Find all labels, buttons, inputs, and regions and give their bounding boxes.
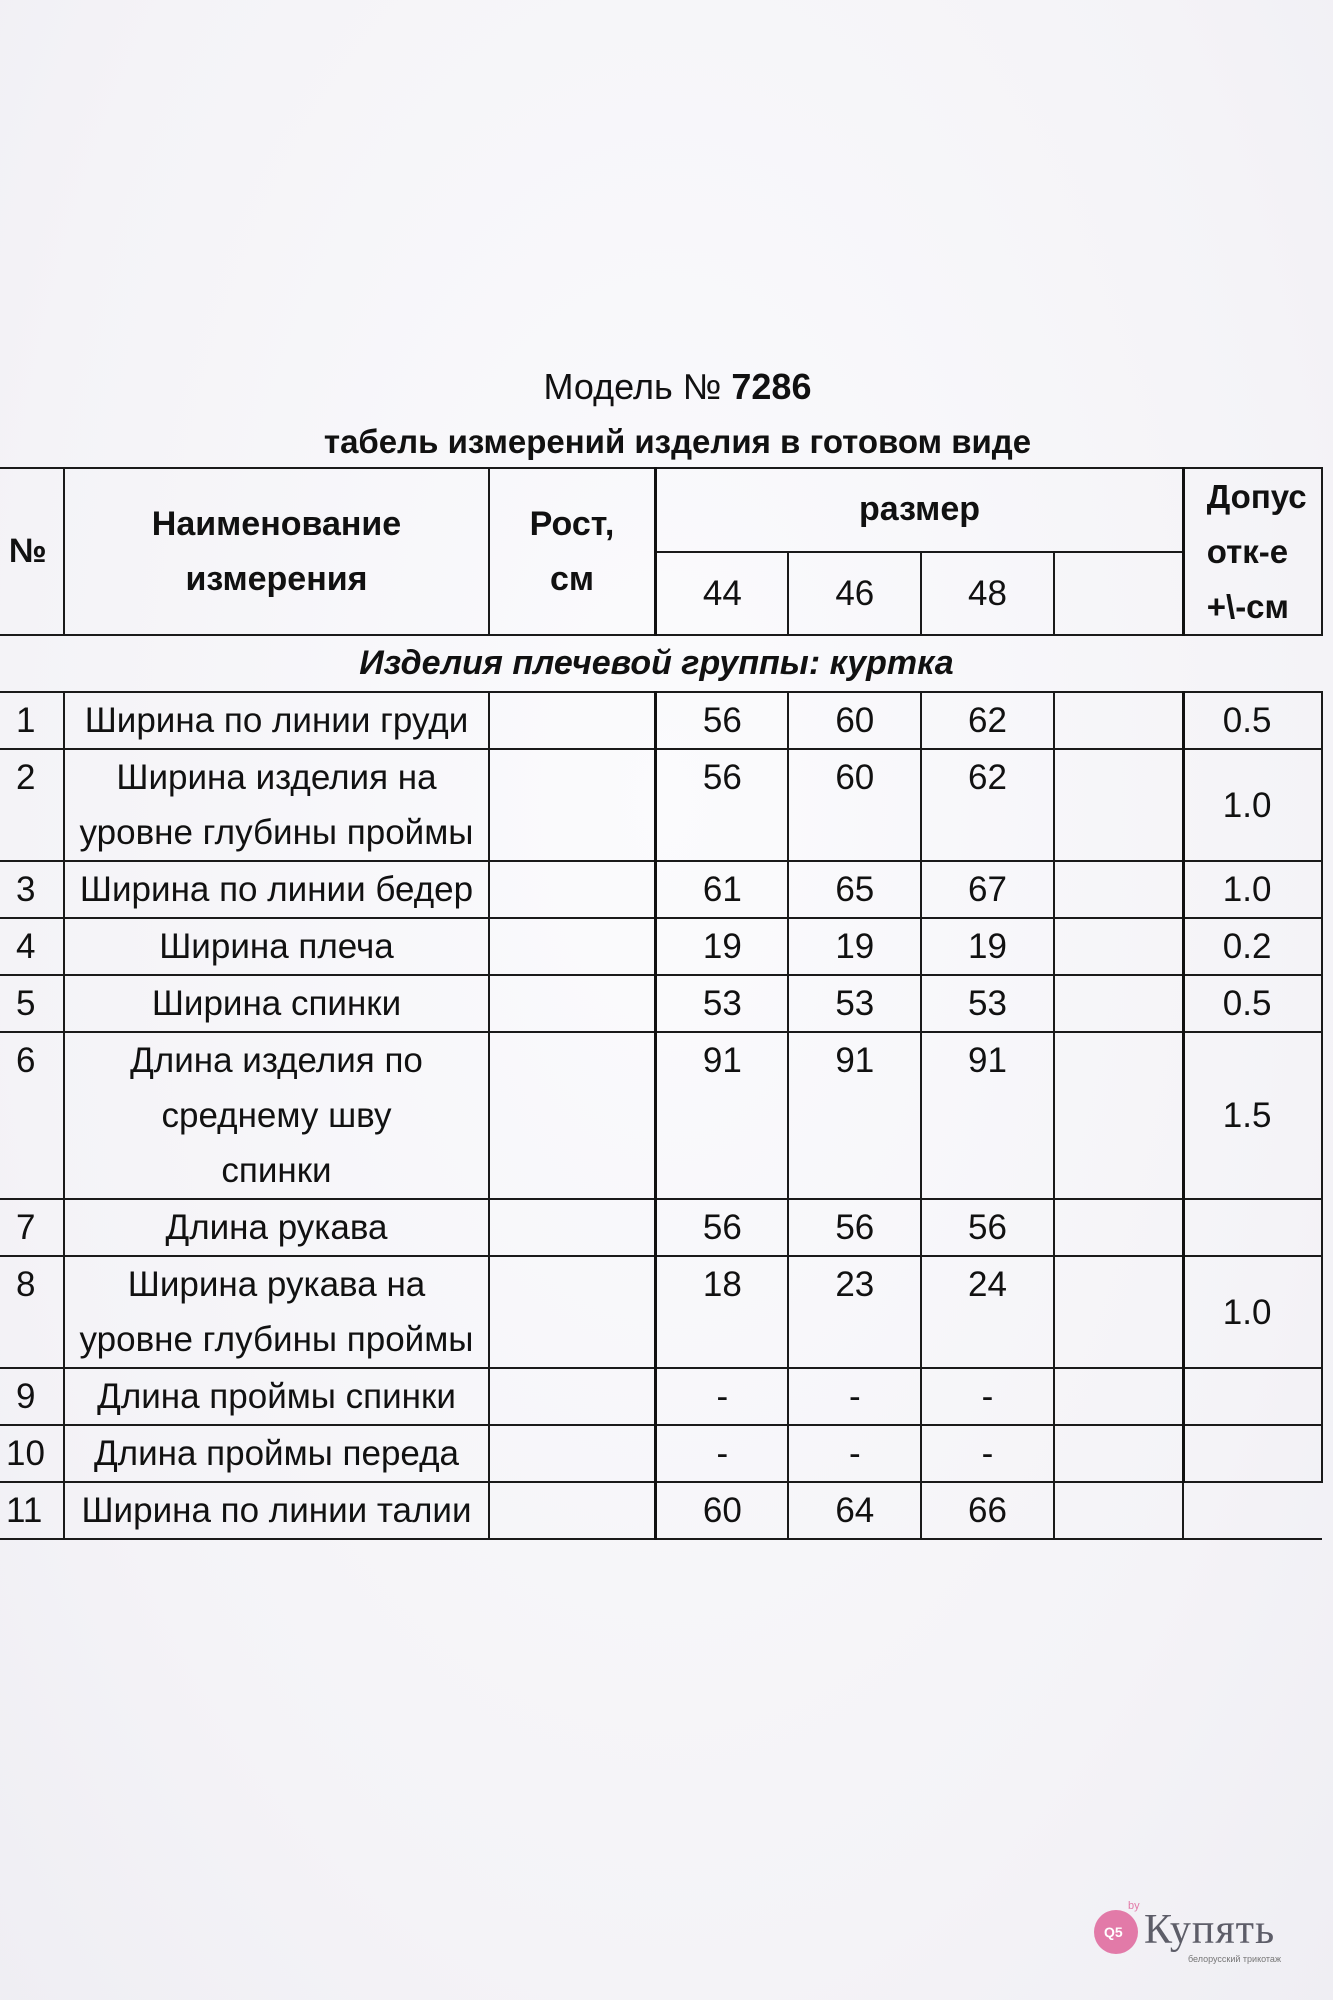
row-value-46: 60 (788, 749, 921, 861)
row-name: Длина изделия по среднему шву спинки (64, 1032, 488, 1199)
row-name: Ширина рукава на уровне глубины проймы (64, 1256, 488, 1368)
row-tolerance: 1.0 (1183, 1256, 1322, 1368)
row-value-44: 91 (656, 1032, 789, 1199)
size-46: 46 (788, 552, 921, 636)
row-value-empty (1054, 1368, 1183, 1425)
row-height (489, 1482, 656, 1539)
header-height: Рост, см (489, 468, 656, 635)
table-subtitle: табель измерений изделия в готовом виде (323, 423, 1032, 460)
row-value-46: 53 (788, 975, 921, 1032)
row-number: 9 (0, 1368, 64, 1425)
row-tolerance: 1.0 (1183, 861, 1322, 918)
row-value-46: 91 (788, 1032, 921, 1199)
row-value-44: 18 (656, 1256, 789, 1368)
row-height (489, 1256, 656, 1368)
size-empty (1054, 552, 1183, 636)
model-title (0, 362, 1333, 412)
row-value-48: 91 (921, 1032, 1054, 1199)
row-height (489, 1368, 656, 1425)
table-row (0, 692, 1322, 749)
row-height (489, 1199, 656, 1256)
table-row (0, 975, 1322, 1032)
row-value-48: 62 (921, 749, 1054, 861)
row-value-48: 56 (921, 1199, 1054, 1256)
row-value-48: 53 (921, 975, 1054, 1032)
row-value-44: 53 (656, 975, 789, 1032)
row-name: Длина проймы спинки (64, 1368, 488, 1425)
row-value-empty (1054, 975, 1183, 1032)
row-number: 7 (0, 1199, 64, 1256)
row-value-44: - (656, 1368, 789, 1425)
size-48: 48 (921, 552, 1054, 636)
size-44: 44 (656, 552, 789, 636)
table-row (0, 1032, 1322, 1199)
row-name: Длина рукава (64, 1199, 488, 1256)
row-height (489, 861, 656, 918)
logo-text: Купять (1144, 1907, 1276, 1953)
row-height (489, 692, 656, 749)
table-row (0, 1425, 1322, 1482)
measurements-table (0, 467, 1323, 1540)
table-row (0, 749, 1322, 861)
row-value-48: - (921, 1368, 1054, 1425)
row-tolerance: 0.2 (1183, 918, 1322, 975)
logo-circle-text: Q5 (1104, 1924, 1123, 1940)
row-value-48: 19 (921, 918, 1054, 975)
header-number: № (0, 468, 64, 635)
row-tolerance: 0.5 (1183, 692, 1322, 749)
table-row (0, 861, 1322, 918)
row-value-46: 60 (788, 692, 921, 749)
row-value-46: 23 (788, 1256, 921, 1368)
row-number: 11 (0, 1482, 64, 1539)
header-name: Наименование измерения (64, 468, 488, 635)
row-value-empty (1054, 1199, 1183, 1256)
row-height (489, 1425, 656, 1482)
row-value-empty (1054, 1256, 1183, 1368)
table-row (0, 1368, 1322, 1425)
row-number: 3 (0, 861, 64, 918)
row-value-44: 56 (656, 749, 789, 861)
row-number: 2 (0, 749, 64, 861)
model-title-prefix: Модель № (543, 366, 722, 407)
row-tolerance (1183, 1368, 1322, 1425)
logo-by-badge: by (1128, 1900, 1140, 1912)
row-height (489, 749, 656, 861)
row-value-empty (1054, 918, 1183, 975)
row-name: Ширина плеча (64, 918, 488, 975)
row-value-46: 19 (788, 918, 921, 975)
row-height (489, 1032, 656, 1199)
row-value-48: 66 (921, 1482, 1054, 1539)
row-tolerance (1183, 1482, 1322, 1539)
row-value-empty (1054, 1032, 1183, 1199)
row-value-empty (1054, 1425, 1183, 1482)
row-value-46: 64 (788, 1482, 921, 1539)
row-value-empty (1054, 692, 1183, 749)
row-value-48: - (921, 1425, 1054, 1482)
row-tolerance: 0.5 (1183, 975, 1322, 1032)
row-value-48: 62 (921, 692, 1054, 749)
section-title: Изделия плечевой группы: куртка (0, 635, 1322, 692)
row-value-empty (1054, 749, 1183, 861)
table-row (0, 1482, 1322, 1539)
row-name: Ширина изделия на уровне глубины проймы (64, 749, 488, 861)
row-number: 10 (0, 1425, 64, 1482)
row-value-44: 61 (656, 861, 789, 918)
row-value-44: 56 (656, 692, 789, 749)
row-value-46: - (788, 1425, 921, 1482)
model-number: 7286 (731, 366, 812, 407)
row-number: 6 (0, 1032, 64, 1199)
row-height (489, 918, 656, 975)
row-value-empty (1054, 861, 1183, 918)
row-value-empty (1054, 1482, 1183, 1539)
table-row (0, 1199, 1322, 1256)
row-height (489, 975, 656, 1032)
header-tolerance: Допус отк-е +\-см (1183, 468, 1322, 635)
row-value-44: 60 (656, 1482, 789, 1539)
row-name: Длина проймы переда (64, 1425, 488, 1482)
row-value-44: 56 (656, 1199, 789, 1256)
row-name: Ширина спинки (64, 975, 488, 1032)
row-number: 4 (0, 918, 64, 975)
row-tolerance (1183, 1199, 1322, 1256)
row-number: 8 (0, 1256, 64, 1368)
row-value-44: - (656, 1425, 789, 1482)
row-name: Ширина по линии бедер (64, 861, 488, 918)
header-size: размер (656, 468, 1183, 552)
row-name: Ширина по линии груди (64, 692, 488, 749)
row-value-46: 56 (788, 1199, 921, 1256)
row-value-44: 19 (656, 918, 789, 975)
row-tolerance: 1.0 (1183, 749, 1322, 861)
row-number: 1 (0, 692, 64, 749)
row-tolerance (1183, 1425, 1322, 1482)
row-name: Ширина по линии талии (64, 1482, 488, 1539)
brand-logo (1090, 1898, 1300, 1968)
logo-subtitle: белорусский трикотаж (1188, 1954, 1281, 1964)
row-number: 5 (0, 975, 64, 1032)
header-row (0, 468, 1322, 552)
table-row (0, 918, 1322, 975)
row-tolerance: 1.5 (1183, 1032, 1322, 1199)
row-value-48: 24 (921, 1256, 1054, 1368)
row-value-46: 65 (788, 861, 921, 918)
row-value-46: - (788, 1368, 921, 1425)
section-row (0, 635, 1322, 692)
table-row (0, 1256, 1322, 1368)
row-value-48: 67 (921, 861, 1054, 918)
